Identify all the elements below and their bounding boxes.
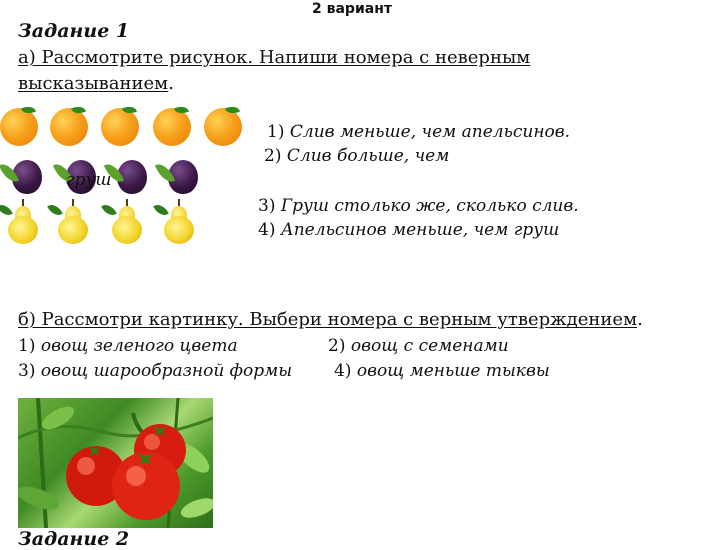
overlap-word: груш <box>66 170 112 190</box>
part-b-instruction: б) Рассмотри картинку. Выбери номера с верным утверждением. <box>18 309 643 330</box>
statement-1: 1) Слив меньше, чем апельсинов. <box>267 122 571 142</box>
option-4: 4) овощ меньше тыквы <box>334 361 550 381</box>
statement-3: 3) Груш столько же, сколько слив. <box>258 196 579 216</box>
orange-1 <box>0 108 38 146</box>
statement-4: 4) Апельсинов меньше, чем груш <box>258 220 560 240</box>
orange-5 <box>204 108 242 146</box>
orange-3 <box>101 108 139 146</box>
plum-4 <box>168 160 198 194</box>
tomatoes-photo <box>18 398 213 528</box>
option-2: 2) овощ с семенами <box>328 336 509 356</box>
part-a-instruction-line2: высказыванием. <box>18 73 174 94</box>
part-a-instruction-line1: а) Рассмотрите рисунок. Напиши номера с неверным <box>18 47 531 68</box>
pear-2 <box>58 204 88 244</box>
variant-header: 2 вариант <box>312 1 392 17</box>
statement-2: 2) Слив больше, чем <box>264 146 450 166</box>
pear-3 <box>112 204 142 244</box>
task-1-title: Задание 1 <box>18 20 130 42</box>
option-3: 3) овощ шарообразной формы <box>18 361 293 381</box>
orange-4 <box>153 108 191 146</box>
next-task-title-cut: Задание 2 <box>18 528 130 550</box>
plum-1 <box>12 160 42 194</box>
tomatoes-illustration <box>18 398 213 528</box>
pear-1 <box>8 204 38 244</box>
orange-2 <box>50 108 88 146</box>
pear-4 <box>164 204 194 244</box>
option-1: 1) овощ зеленого цвета <box>18 336 238 356</box>
plum-3 <box>117 160 147 194</box>
